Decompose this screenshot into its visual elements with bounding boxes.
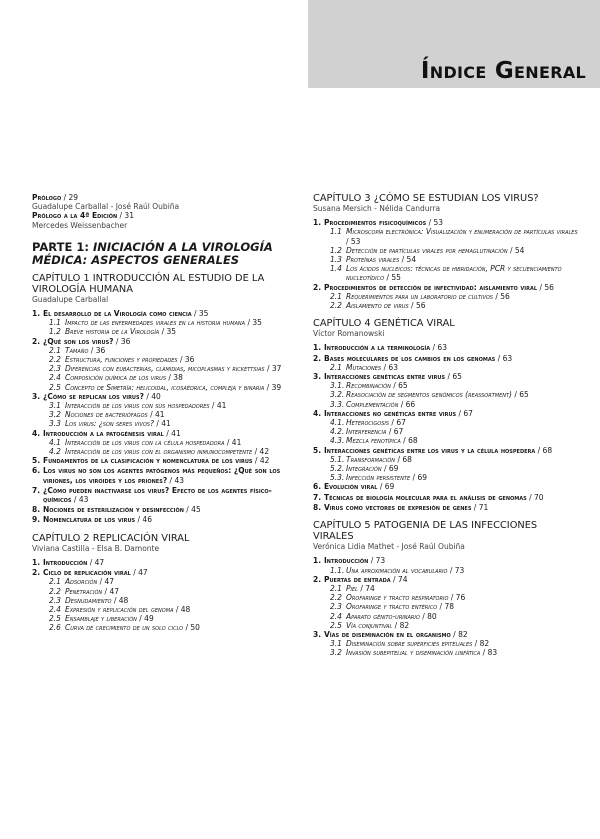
toc-subitem	[313, 381, 579, 390]
toc-item-number: 2.	[313, 353, 322, 363]
toc-subitem-title: Heterocigosis	[346, 418, 390, 428]
toc-subitem-page: / 80	[419, 611, 437, 621]
toc-subitem-number: 3.2	[330, 648, 342, 658]
chapter-authors: Viviana Castilla - Elsa B. Damonte	[32, 543, 160, 553]
toc-subitem-title: Nociones de bacteriófagos	[65, 410, 148, 420]
toc-subitem-number: 3.3.	[330, 399, 345, 409]
toc-subitem-number: 2.1	[49, 345, 61, 355]
toc-subitem-title: Microscopía electrónica: Visualización y enumeración de partículas virales	[346, 227, 578, 237]
toc-subitem	[32, 419, 298, 428]
toc-subitem-title: Interacción de los virus con la célula hospedadora	[65, 437, 225, 447]
toc-subitem-number: 1.4	[330, 264, 342, 274]
chapter-authors: Susana Mersich - Nélida Candurra	[313, 204, 441, 213]
toc-item-page: / 82	[450, 629, 468, 639]
toc-item-page: / 65	[445, 372, 462, 382]
toc-subitem	[313, 301, 579, 310]
toc-item-page: / 56	[537, 282, 554, 292]
toc-subitem-number: 2.5	[330, 620, 342, 630]
preliminary-authors: Guadalupe Carballal - José Raúl Oubiña	[32, 202, 180, 212]
toc-subitem-title: Mutaciones	[346, 362, 382, 372]
toc-subitem-number: 1.2	[330, 245, 342, 255]
toc-subitem-title: Tamaño	[65, 345, 89, 355]
toc-subitem-title: Adsorción	[65, 577, 98, 587]
toc-subitem-page: / 50	[183, 623, 200, 633]
toc-subitem-page: / 41	[147, 410, 165, 420]
toc-item-page: / 43	[71, 495, 89, 505]
toc-item-title: Procedimientos fisicoquímicos	[324, 218, 427, 228]
toc-item-page: / 68	[535, 445, 553, 455]
toc-item-number: 4.	[313, 408, 322, 418]
toc-subitem	[313, 455, 579, 464]
toc-subitem-number: 4.3.	[330, 436, 345, 446]
chapter-title: CAPÍTULO 4 GENÉTICA VIRAL	[313, 318, 455, 330]
toc-item-page: / 63	[430, 343, 447, 353]
toc-subitem-number: 2.2	[330, 593, 342, 603]
toc-item-number: 5.	[32, 456, 41, 466]
toc-item-number: 2.	[313, 282, 322, 292]
toc-subitem-number: 2.4	[49, 604, 61, 614]
toc-subitem	[32, 346, 298, 355]
toc-item-page: / 73	[368, 556, 386, 566]
toc-subitem	[32, 355, 298, 364]
toc-subitem	[32, 364, 298, 373]
toc-subitem-page: / 65	[511, 390, 529, 400]
toc-subitem-number: 4.2.	[330, 427, 345, 437]
toc-item-title: Nociones de esterilización y desinfección	[43, 505, 184, 515]
toc-item-title: Interacciones genéticas entre los virus y la célula hospedera	[324, 445, 536, 455]
toc-item-title: Introducción a la patogénesis viral	[43, 428, 164, 438]
chapter-authors: Guadalupe Carballal	[32, 294, 109, 304]
toc-subitem	[313, 584, 579, 593]
toc-subitem	[313, 427, 579, 436]
toc-subitem	[32, 410, 298, 419]
toc-subitem	[32, 327, 298, 336]
toc-item-number: 8.	[313, 502, 322, 512]
chapter-title: CAPÍTULO 5 PATOGENIA DE LAS INFECCIONES VIRALES	[313, 520, 538, 543]
page-title: Índice General	[420, 58, 586, 84]
chapter-title: CAPÍTULO 2 REPLICACIÓN VIRAL	[32, 532, 190, 544]
toc-subitem-number: 3.3	[49, 419, 61, 429]
toc-subitem-number: 5.1.	[330, 454, 345, 464]
toc-item-page: / 69	[377, 482, 395, 492]
toc-item-title: ¿Cómo se replican los virus?	[43, 391, 144, 401]
toc-subitem	[313, 390, 579, 399]
toc-item	[32, 515, 298, 524]
toc-subitem-number: 3.1	[49, 401, 61, 411]
toc-item	[32, 568, 298, 577]
toc-subitem	[313, 593, 579, 602]
toc-subitem-title: Transformación	[346, 454, 396, 464]
toc-subitem-number: 5.3.	[330, 473, 345, 483]
chapter-authors: Verónica Lidia Mathet - José Raúl Oubiña	[313, 542, 465, 552]
toc-subitem-page: / 53	[346, 236, 361, 246]
toc-subitem	[313, 292, 579, 301]
toc-item-number: 3.	[313, 629, 322, 639]
toc-subitem	[313, 255, 579, 264]
toc-subitem	[32, 373, 298, 382]
toc-item-title: ¿Cómo pueden inactivarse los virus? Efecto de los agentes físico-químicos	[43, 485, 272, 505]
toc-subitem-title: Invasión subepitelial y diseminación linfática	[346, 648, 481, 658]
toc-subitem	[313, 602, 579, 611]
toc-item	[313, 482, 579, 491]
part-title	[32, 241, 298, 267]
toc-item-page: / 41	[163, 428, 181, 438]
preliminary-label: Prólogo	[32, 193, 62, 202]
toc-subitem-title: Ensamblaje y liberación	[65, 614, 137, 624]
toc-subitem	[313, 566, 579, 575]
toc-item-number: 1.	[313, 556, 322, 566]
toc-subitem-title: Requerimientos para un laboratorio de cultivos	[346, 291, 493, 301]
toc-subitem-number: 2.3	[49, 595, 61, 605]
toc-item-page: / 36	[113, 336, 131, 346]
toc-item-title: Introducción	[43, 557, 88, 567]
toc-item-title: Interacciones no genéticas entre virus	[324, 408, 457, 418]
toc-subitem-page: / 37	[264, 364, 282, 374]
preliminaries-list	[32, 193, 298, 230]
toc-subitem-number: 2.2	[330, 301, 342, 311]
left-column	[32, 193, 298, 641]
toc-subitem-number: 2.1	[330, 291, 342, 301]
toc-subitem-page: / 65	[390, 381, 408, 391]
toc-subitem	[313, 418, 579, 427]
toc-subitem	[32, 383, 298, 392]
toc-item-number: 1.	[313, 343, 322, 353]
toc-subitem-title: Impacto de las enfermedades virales en la historia humana	[65, 318, 246, 328]
toc-item	[313, 218, 579, 227]
toc-subitem-title: Orofaringe y tracto entérico	[346, 602, 438, 612]
toc-subitem-page: / 68	[395, 454, 412, 464]
toc-item-title: Puertas de entrada	[324, 574, 391, 584]
toc-subitem-number: 2.2	[49, 355, 61, 365]
toc-subitem-number: 2.4	[49, 373, 61, 383]
toc-item-number: 9.	[32, 515, 41, 525]
toc-item-page: / 46	[135, 515, 152, 525]
toc-item-page: / 40	[143, 391, 161, 401]
toc-subitem-number: 4.2	[49, 447, 61, 457]
toc-subitem-page: / 36	[177, 355, 195, 365]
preliminary-entry	[32, 193, 298, 202]
toc-subitem-number: 4.1.	[330, 418, 345, 428]
toc-subitem-title: Integración	[346, 464, 382, 474]
chapter	[32, 273, 298, 525]
right-column	[313, 193, 579, 666]
toc-subitem	[313, 612, 579, 621]
toc-subitem	[32, 438, 298, 447]
toc-item-number: 3.	[32, 391, 41, 401]
toc-item	[313, 283, 579, 292]
toc-item	[313, 556, 579, 565]
toc-item-number: 6.	[313, 482, 322, 492]
toc-subitem-title: Interacción de los virus con sus hospedadores	[65, 401, 210, 411]
toc-item-page: / 70	[526, 492, 544, 502]
toc-item-title: Ciclo de replicación viral	[43, 568, 131, 578]
toc-subitem-number: 3.1.	[330, 381, 345, 391]
toc-subitem	[32, 587, 298, 596]
toc-item-title: Nomenclatura de los virus	[43, 515, 136, 525]
toc-subitem-page: / 35	[245, 318, 262, 328]
toc-subitem	[313, 227, 579, 245]
toc-subitem-title: Aislamiento de virus	[346, 301, 409, 311]
toc-subitem-number: 2.4	[330, 611, 342, 621]
toc-subitem-page: / 47	[97, 577, 115, 587]
toc-item	[313, 503, 579, 512]
toc-item-number: 5.	[313, 445, 322, 455]
toc-item	[313, 343, 579, 352]
toc-item-page: / 42	[252, 456, 270, 466]
preliminary-authors: Mercedes Weissenbacher	[32, 220, 128, 230]
toc-item	[313, 630, 579, 639]
toc-item	[32, 392, 298, 401]
toc-subitem-page: / 63	[381, 362, 398, 372]
toc-item-title: Introducción a la terminología	[324, 343, 431, 353]
toc-subitem-number: 1.1	[49, 318, 61, 328]
toc-item-title: ¿Qué son los virus?	[43, 336, 114, 346]
toc-subitem-title: Interacción de los virus con el organismo inmunocompetente	[65, 447, 253, 457]
toc-subitem-number: 1.1.	[330, 565, 345, 575]
toc-subitem-title: Reasociación de segmentos genómicos (reassortment)	[346, 390, 512, 400]
toc-subitem-number: 2.6	[49, 623, 61, 633]
toc-item	[313, 575, 579, 584]
toc-item-title: Virus como vectores de expresión de genes	[324, 502, 472, 512]
part-prefix: PARTE 1:	[32, 239, 89, 254]
toc-subitem-number: 1.2	[49, 327, 61, 337]
toc-subitem-page: / 69	[381, 464, 399, 474]
toc-subitem-page: / 82	[472, 639, 490, 649]
preliminary-entry	[32, 211, 298, 220]
toc-subitem-page: / 47	[102, 586, 120, 596]
toc-subitem-title: Una aproximación al vocabulario	[346, 565, 448, 575]
toc-subitem	[313, 436, 579, 445]
toc-subitem-page: / 48	[173, 604, 191, 614]
toc-item-page: / 45	[183, 505, 201, 515]
toc-item-page: / 47	[87, 557, 105, 567]
toc-item	[313, 354, 579, 363]
toc-subitem-page: / 78	[437, 602, 455, 612]
toc-item-number: 4.	[32, 428, 41, 438]
toc-item	[313, 372, 579, 381]
part-name: INICIACIÓN A LA VIROLOGÍA MÉDICA: ASPECTOS GENERALES	[32, 239, 273, 267]
toc-item-title: Fundamentos de la clasificación y nomenclatura de los virus	[43, 456, 253, 466]
chapter-title: CAPÍTULO 1 INTRODUCCIÓN AL ESTUDIO DE LA VIROLOGÍA HUMANA	[32, 272, 265, 295]
chapter	[313, 193, 579, 310]
toc-subitem-title: Piel	[346, 583, 358, 593]
toc-subitem	[313, 639, 579, 648]
chapter-title: CAPÍTULO 3 ¿CÓMO SE ESTUDIAN LOS VIRUS?	[313, 193, 539, 204]
preliminary-page: / 29	[61, 193, 79, 202]
toc-item	[313, 409, 579, 418]
toc-subitem-title: Breve historia de la Virología	[65, 327, 160, 337]
toc-subitem-title: Curva de crecimiento de un solo ciclo	[65, 623, 184, 633]
toc-subitem	[32, 605, 298, 614]
toc-subitem-page: / 68	[400, 436, 418, 446]
toc-subitem	[32, 447, 298, 456]
toc-subitem-number: 3.1	[330, 639, 342, 649]
toc-subitem	[313, 648, 579, 657]
toc-subitem-page: / 67	[386, 427, 404, 437]
toc-subitem-page: / 66	[398, 399, 416, 409]
toc-subitem-title: Diferencias con eubacterias, clamidias, micoplasmas y rickettsias	[65, 364, 265, 374]
toc-item-title: Introducción	[324, 556, 369, 566]
toc-subitem-title: Proteínas virales	[346, 255, 400, 265]
toc-item	[32, 429, 298, 438]
toc-subitem	[313, 621, 579, 630]
toc-item-page: / 53	[426, 218, 444, 228]
toc-subitem-number: 2.1	[49, 577, 61, 587]
preliminaries	[32, 193, 298, 230]
toc-item	[313, 446, 579, 455]
toc-subitem-page: / 41	[209, 401, 227, 411]
toc-item-number: 2.	[313, 574, 322, 584]
toc-subitem-title: Los ácidos nucleicos: técnicas de hibridación, PCR y secuenciamiento nucleotídico	[346, 264, 562, 283]
toc-subitem	[32, 401, 298, 410]
toc-subitem-number: 2.1	[330, 583, 342, 593]
toc-subitem	[32, 623, 298, 632]
toc-subitem-number: 2.2	[49, 586, 61, 596]
toc-subitem-number: 1.3	[330, 255, 342, 265]
toc-item-page: / 43	[167, 475, 185, 485]
preliminary-page: / 31	[117, 211, 134, 221]
chapter	[313, 520, 579, 657]
chapter	[313, 318, 579, 512]
toc-subitem-page: / 41	[153, 419, 171, 429]
toc-item	[32, 466, 298, 484]
toc-item-number: 7.	[313, 492, 322, 502]
toc-subitem-title: Complementación	[346, 399, 399, 409]
toc-subitem-title: Expresión y replicación del genoma	[65, 604, 174, 614]
toc-subitem-page: / 39	[264, 382, 282, 392]
toc-subitem-page: / 38	[166, 373, 183, 383]
toc-subitem	[32, 318, 298, 327]
toc-subitem	[313, 363, 579, 372]
toc-subitem-title: Orofaringe y tracto respiratorio	[346, 593, 449, 603]
toc-item-number: 1.	[313, 218, 322, 228]
toc-subitem-page: / 35	[159, 327, 177, 337]
toc-subitem-number: 5.2.	[330, 464, 345, 474]
toc-subitem-page: / 73	[447, 565, 465, 575]
toc-subitem-title: Penetración	[65, 586, 103, 596]
toc-subitem-number: 2.3	[49, 364, 61, 374]
toc-item-title: Bases moleculares de los cambios en los genomas	[324, 353, 496, 363]
toc-subitem-title: Estructura, funciones y propiedades	[65, 355, 178, 365]
toc-subitem-number: 2.1	[330, 362, 342, 372]
toc-subitem	[32, 596, 298, 605]
toc-subitem-title: Concepto de Simetría: helicoidal, icosaédrica, compleja y binaria	[65, 382, 265, 392]
toc-item	[32, 309, 298, 318]
toc-item-number: 8.	[32, 505, 41, 515]
toc-item-page: / 74	[390, 574, 408, 584]
toc-item-number: 2.	[32, 568, 41, 578]
header-band	[308, 0, 600, 88]
toc-subitem-page: / 42	[252, 447, 270, 457]
toc-subitem-page: / 56	[408, 301, 426, 311]
toc-subitem-page: / 83	[480, 648, 498, 658]
toc-item-title: Los virus no son los agentes patógenos más pequeños: ¿Qué son los viriones, los viroides y los priones?	[43, 466, 281, 485]
toc-subitem-page: / 36	[88, 345, 106, 355]
toc-item	[32, 486, 298, 504]
toc-subitem-page: / 82	[392, 620, 410, 630]
toc-subitem-page: / 49	[136, 614, 154, 624]
toc-subitem-title: Los virus: ¿son seres vivos?	[65, 419, 154, 429]
toc-item-number: 1.	[32, 309, 41, 319]
toc-item	[32, 456, 298, 465]
toc-item-title: Procedimientos de detección de infectividad: aislamiento viral	[324, 282, 538, 292]
toc-subitem	[313, 264, 579, 282]
toc-subitem-number: 2.5	[49, 614, 61, 624]
toc-item-page: / 67	[456, 408, 473, 418]
toc-subitem-title: Desnudamiento	[65, 595, 112, 605]
toc-item-page: / 63	[495, 353, 513, 363]
toc-subitem-number: 1.1	[330, 227, 342, 237]
toc-subitem	[313, 400, 579, 409]
toc-subitem-title: Detección de partículas virales por hemaglutinación	[346, 245, 508, 255]
toc-item-number: 7.	[32, 485, 41, 495]
toc-subitem-number: 2.5	[49, 382, 61, 392]
toc-subitem-page: / 48	[111, 595, 129, 605]
toc-item-number: 6.	[32, 466, 41, 476]
toc-subitem-page: / 54	[399, 255, 417, 265]
preliminary-label: Prólogo a la 4ª Edición	[32, 211, 118, 221]
toc-item-number: 1.	[32, 557, 41, 567]
left-chapters	[32, 273, 298, 633]
toc-subitem-title: Vía conjuntival	[346, 620, 393, 630]
toc-subitem-title: Composición química de los virus	[65, 373, 166, 383]
toc-subitem-number: 2.3	[330, 602, 342, 612]
toc-item-title: Evolución viral	[324, 482, 378, 492]
toc-item-title: Vías de diseminación en el organismo	[324, 629, 451, 639]
toc-subitem-title: Infección persistente	[346, 473, 411, 483]
toc-item	[32, 558, 298, 567]
toc-subitem-page: / 76	[448, 593, 466, 603]
toc-subitem-title: Diseminación sobre superficies epiteliales	[346, 639, 473, 649]
toc-subitem	[313, 246, 579, 255]
toc-subitem-number: 3.2	[49, 410, 61, 420]
toc-subitem	[313, 464, 579, 473]
toc-item	[313, 493, 579, 502]
toc-item-title: Interacciones genéticas entre virus	[324, 372, 446, 382]
toc-item-page: / 71	[471, 502, 489, 512]
chapter	[32, 533, 298, 633]
toc-subitem-title: Aparato génito-urinario	[346, 611, 420, 621]
chapter-authors: Víctor Romanowski	[313, 329, 385, 339]
toc-subitem-page: / 56	[492, 291, 510, 301]
toc-subitem-title: Mezcla fenotípica	[346, 436, 401, 446]
toc-item-title: El desarrollo de la Virología como ciencia	[43, 309, 192, 319]
toc-subitem-page: / 69	[410, 473, 427, 483]
toc-subitem-page: / 74	[357, 583, 375, 593]
toc-subitem-title: Recombinación	[346, 381, 391, 391]
toc-item-number: 2.	[32, 336, 41, 346]
toc-item	[32, 505, 298, 514]
toc-subitem	[32, 614, 298, 623]
toc-item-title: Técnicas de biología molecular para el análisis de genomas	[324, 492, 527, 502]
toc-subitem-page: / 41	[224, 437, 242, 447]
toc-item-page: / 47	[130, 568, 148, 578]
toc-subitem-title: Interferencia	[346, 427, 387, 437]
toc-item-number: 3.	[313, 372, 322, 382]
toc-subitem	[32, 577, 298, 586]
toc-subitem-page: / 54	[507, 245, 525, 255]
toc-item-page: / 35	[191, 309, 209, 319]
toc-subitem-page: / 67	[389, 418, 406, 428]
toc-subitem-number: 4.1	[49, 437, 61, 447]
toc-item	[32, 337, 298, 346]
toc-subitem	[313, 473, 579, 482]
toc-subitem-page: / 55	[384, 273, 401, 283]
toc-subitem-number: 3.2.	[330, 390, 345, 400]
